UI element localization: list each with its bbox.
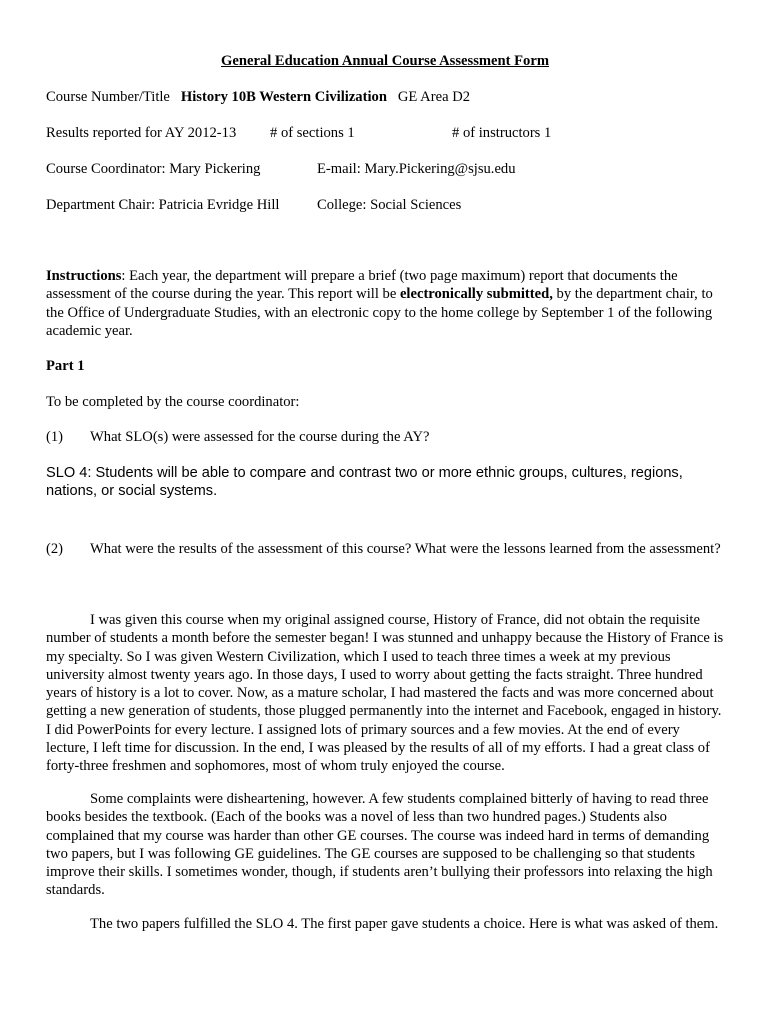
instructions-paragraph — [46, 267, 726, 340]
course-coordinator: Course Coordinator: Mary Pickering — [46, 161, 261, 177]
form-title: General Education Annual Course Assessment Form — [221, 53, 549, 69]
course-label: Course Number/Title — [46, 89, 170, 105]
question-1-text: What SLO(s) were assessed for the course during the AY? — [90, 429, 430, 445]
instructions-label: Instructions — [46, 268, 122, 284]
instructions-text-1: : Each year, the department will prepare a brief (two page maximum) report that documents the assessment of the course during the year. This report will be — [46, 268, 678, 303]
question-1-number: (1) — [46, 429, 64, 445]
instructions-text-2: by the department chair, to the Office of Undergraduate Studies, with an electronic copy to the home college by September 1 of the following academic year. — [46, 286, 713, 339]
department-chair: Department Chair: Patricia Evridge Hill — [46, 197, 280, 213]
question-2-number: (2) — [46, 541, 64, 557]
slo-statement: SLO 4: Students will be able to compare and contrast two or more ethnic groups, cultures, regions, nations, or social systems. — [46, 465, 683, 500]
question-2-text: What were the results of the assessment of this course? What were the lessons learned from the assessment? — [90, 541, 721, 557]
results-reported: Results reported for AY 2012-13 — [46, 125, 237, 141]
answer-paragraph-2: Some complaints were disheartening, however. A few students complained bitterly of having to read three books besides the textbook. (Each of the books was a novel of less than two hundred pages.) Students also complained that my course was harder than other GE courses. The course was indeed hard in terms of demanding two papers, but I was following GE guidelines. The GE courses are supposed to be challenging so that students improve their skills. I sometimes wonder, though, if students aren’t bullying their professors into relaxing the high standards. — [46, 791, 713, 899]
ge-area: GE Area D2 — [397, 89, 471, 105]
answer-paragraph-3: The two papers fulfilled the SLO 4. The first paper gave students a choice. Here is what was asked of them. — [90, 916, 719, 932]
instructions-bold-phrase: electronically submitted, — [399, 286, 553, 303]
part1-intro: To be completed by the course coordinator: — [46, 394, 300, 410]
course-row — [46, 88, 470, 106]
part1-heading: Part 1 — [46, 358, 85, 374]
instructors-count: # of instructors 1 — [452, 125, 552, 141]
answer-paragraph-1: I was given this course when my original assigned course, History of France, did not obtain the requisite number of students a month before the semester began! I was stunned and unhappy because the History of France is my specialty. So I was given Western Civilization, which I used to teach three times a week at my previous university almost twenty years ago. In those days, I used to worry about getting the facts straight. Three hundred years of history is a lot to cover. Now, as a mature scholar, I had mastered the facts and was more concerned about getting a new generation of students, those plugged permanently into the internet and Facebook, engaged in history. I did PowerPoints for every lecture. I assigned lots of primary sources and a few movies. At the end of every lecture, I left time for discussion. In the end, I was pleased by the results of all of my efforts. I had a great class of forty-three freshmen and sophomores, most of whom truly enjoyed the course. — [46, 612, 724, 775]
question-2 — [46, 540, 726, 558]
coordinator-email: E-mail: Mary.Pickering@sjsu.edu — [317, 161, 516, 177]
course-title: History 10B Western Civilization — [180, 89, 387, 105]
question-1 — [46, 428, 429, 446]
sections-count: # of sections 1 — [270, 125, 355, 141]
college: College: Social Sciences — [317, 197, 462, 213]
